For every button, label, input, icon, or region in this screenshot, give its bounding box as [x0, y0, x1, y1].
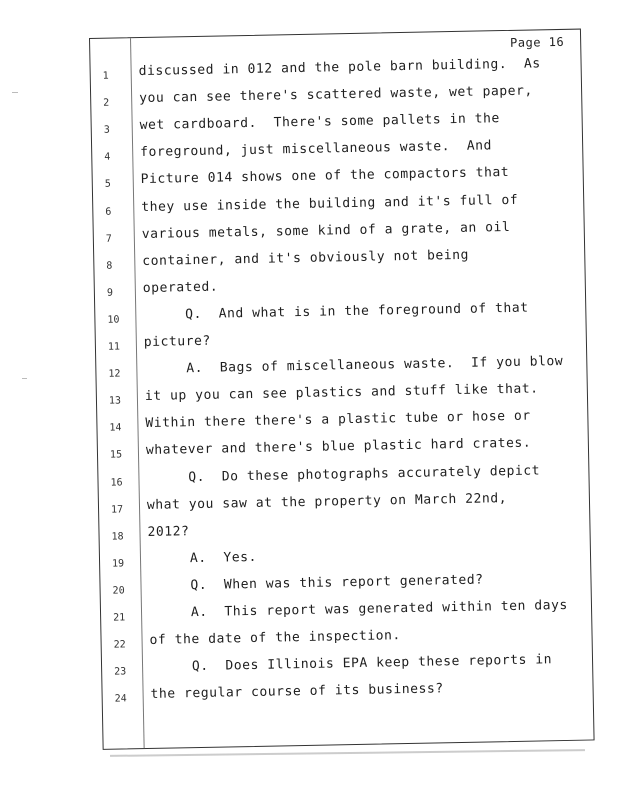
transcript-line — [99, 489, 589, 518]
line-number: 21 — [113, 612, 126, 624]
line-text: wet cardboard. There's some pallets in the — [139, 111, 500, 134]
line-text: foreground, just miscellaneous waste. And — [140, 138, 493, 161]
line-number: 19 — [111, 558, 125, 570]
line-text: whatever and there's blue plastic hard crates. — [145, 435, 532, 459]
transcript-line — [91, 83, 581, 112]
line-number: 22 — [113, 639, 126, 651]
transcript-line — [97, 381, 587, 410]
transcript-line — [98, 435, 588, 464]
line-number: 13 — [108, 395, 122, 407]
transcript-line — [100, 543, 590, 572]
line-number: 2 — [103, 97, 110, 109]
line-number: 8 — [106, 260, 113, 272]
page-label: Page 16 — [509, 34, 565, 50]
transcript-line — [96, 354, 586, 383]
line-number: 11 — [107, 341, 121, 353]
line-text: what you saw at the property on March 22nd, — [146, 490, 508, 513]
transcript-line — [98, 462, 588, 491]
transcript-line — [95, 272, 585, 301]
scan-edge-shadow — [110, 749, 585, 757]
line-number: 10 — [107, 314, 120, 326]
line-text: the regular course of its business? — [150, 681, 444, 703]
line-text: container, and it's obviously not being — [142, 247, 470, 269]
line-number: 17 — [110, 504, 124, 516]
line-text: operated. — [142, 279, 219, 296]
line-text: they use inside the building and it's full of — [141, 192, 519, 215]
line-text: Q. Does Illinois EPA keep these reports in — [149, 652, 553, 676]
line-number: 20 — [112, 585, 125, 597]
line-text: it up you can see plastics and stuff like that. — [144, 381, 539, 405]
scan-speck — [22, 378, 27, 379]
line-text: picture? — [143, 333, 212, 351]
line-number: 16 — [110, 476, 123, 489]
line-text: Q. When was this report generated? — [148, 572, 484, 594]
line-number: 1 — [102, 70, 109, 82]
transcript-line — [99, 516, 589, 545]
transcript-line — [94, 245, 584, 274]
line-number: 6 — [105, 206, 112, 218]
line-text: 2012? — [147, 523, 190, 540]
line-text: Within there there's a plastic tube or hose or — [145, 408, 531, 432]
line-text: A. Bags of miscellaneous waste. If you blow — [144, 354, 564, 378]
transcript-line — [92, 110, 582, 139]
line-number: 9 — [106, 287, 114, 299]
transcript-line — [102, 652, 592, 681]
transcript-line — [93, 164, 583, 193]
line-text: various metals, some kind of a grate, an oil — [141, 219, 511, 242]
transcript-line — [102, 679, 592, 708]
transcript-line — [100, 570, 590, 599]
line-number: 12 — [108, 368, 121, 380]
line-text: discussed in 012 and the pole barn building. As — [138, 56, 541, 80]
line-text: A. This report was generated within ten days — [148, 597, 568, 621]
line-number: 24 — [114, 693, 127, 705]
line-number: 7 — [105, 233, 112, 245]
transcript-line — [95, 299, 585, 328]
transcript-line — [94, 218, 584, 247]
transcript-line — [96, 327, 586, 356]
line-number: 23 — [114, 666, 127, 678]
line-number: 4 — [104, 151, 111, 164]
transcript-line — [91, 56, 581, 85]
transcript-frame — [89, 29, 595, 750]
line-number: 15 — [109, 449, 123, 462]
line-text: A. Yes. — [147, 549, 258, 567]
line-text: Q. Do these photographs accurately depict — [146, 462, 541, 486]
transcript-line — [101, 597, 591, 626]
scan-speck — [12, 92, 18, 93]
line-number: 3 — [103, 124, 110, 136]
line-text: of the date of the inspection. — [149, 628, 401, 649]
transcript-line — [101, 625, 591, 654]
line-number: 18 — [111, 531, 124, 543]
line-text: you can see there's scattered waste, wet paper, — [139, 83, 533, 107]
transcript-line — [92, 137, 582, 166]
line-text: Picture 014 shows one of the compactors that — [140, 165, 510, 188]
line-number: 14 — [109, 422, 122, 434]
transcript-line — [97, 408, 587, 437]
line-number: 5 — [104, 178, 111, 191]
line-text: Q. And what is in the foreground of that — [143, 300, 529, 323]
transcript-line — [93, 191, 583, 220]
